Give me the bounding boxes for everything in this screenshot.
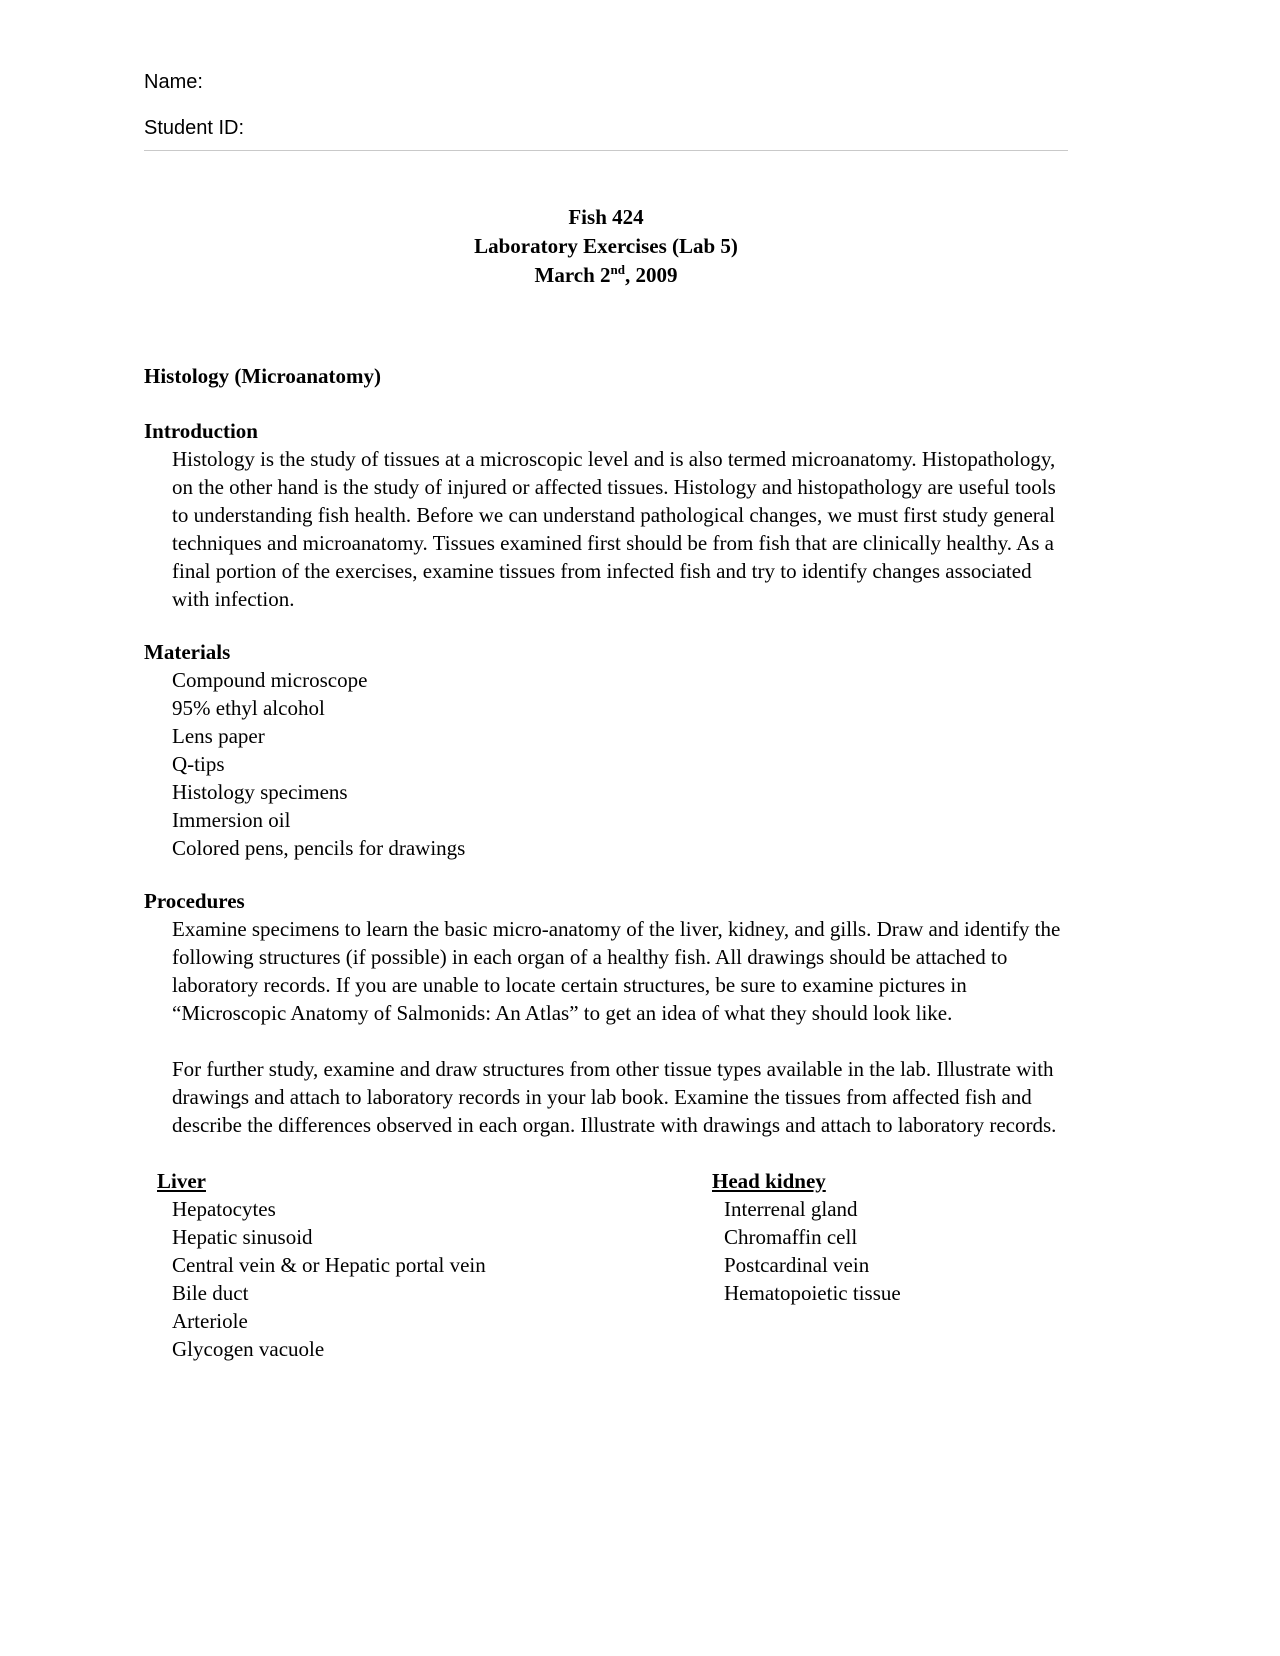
materials-item: Colored pens, pencils for drawings bbox=[172, 836, 466, 860]
head-kidney-column bbox=[712, 1167, 901, 1363]
student-id-line bbox=[144, 116, 1068, 140]
date-ordinal: nd bbox=[610, 262, 625, 277]
section-heading-materials: Materials bbox=[144, 640, 231, 664]
section-heading-histology: Histology (Microanatomy) bbox=[144, 364, 381, 388]
introduction-paragraph: Histology is the study of tissues at a microscopic level and is also termed microanatomy. Histopathology, on the other hand is the study of injured or affected tissues. Histology and histopathology are useful tools to understanding fish health. Before we can understand pathological changes, we must first study general techniques and microanatomy. Tissues examined first should be from fish that are clinically healthy. As a final portion of the exercises, examine tissues from infected fish and try to identify changes associated with infection. bbox=[172, 447, 1056, 611]
materials-item: 95% ethyl alcohol bbox=[172, 696, 325, 720]
liver-heading: Liver bbox=[157, 1169, 206, 1193]
liver-item: Bile duct bbox=[172, 1281, 249, 1305]
procedures-paragraph-1: Examine specimens to learn the basic micro-anatomy of the liver, kidney, and gills. Draw and identify the following structures (if possible) in each organ of a healthy fish. All drawings should be attached to laboratory records. If you are unable to locate certain structures, be sure to examine pictures in “Microscopic Anatomy of Salmonids: An Atlas” to get an idea of what they should look like. bbox=[172, 917, 1061, 1025]
materials-item: Lens paper bbox=[172, 724, 265, 748]
head-kidney-item: Chromaffin cell bbox=[724, 1225, 858, 1249]
liver-item: Central vein & or Hepatic portal vein bbox=[172, 1253, 486, 1277]
materials-item: Histology specimens bbox=[172, 780, 348, 804]
liver-item: Hepatic sinusoid bbox=[172, 1225, 313, 1249]
student-id-label: Student ID: bbox=[144, 117, 245, 139]
materials-list bbox=[144, 666, 1068, 862]
section-heading-procedures: Procedures bbox=[144, 889, 245, 913]
name-label: Name: bbox=[144, 71, 203, 93]
divider-line bbox=[144, 150, 1068, 151]
liver-item: Glycogen vacuole bbox=[172, 1337, 325, 1361]
lab-title: Laboratory Exercises (Lab 5) bbox=[474, 234, 738, 258]
materials-item: Immersion oil bbox=[172, 808, 291, 832]
materials-item: Q-tips bbox=[172, 752, 225, 776]
liver-item: Hepatocytes bbox=[172, 1197, 276, 1221]
date-line bbox=[144, 261, 1068, 290]
materials-item: Compound microscope bbox=[172, 668, 368, 692]
head-kidney-item: Interrenal gland bbox=[724, 1197, 858, 1221]
title-block bbox=[144, 203, 1068, 290]
date-prefix: March 2 bbox=[534, 263, 611, 287]
organ-columns bbox=[144, 1167, 1068, 1363]
date-suffix: , 2009 bbox=[624, 263, 678, 287]
head-kidney-item: Postcardinal vein bbox=[724, 1253, 870, 1277]
liver-column bbox=[144, 1167, 712, 1363]
course-title: Fish 424 bbox=[568, 205, 644, 229]
name-line bbox=[144, 70, 1068, 94]
head-kidney-item: Hematopoietic tissue bbox=[724, 1281, 901, 1305]
section-heading-introduction: Introduction bbox=[144, 419, 258, 443]
procedures-paragraph-2: For further study, examine and draw structures from other tissue types available in the lab. Illustrate with drawings and attach to laboratory records in your lab book. Examine the tissues from affected fish and describe the differences observed in each organ. Illustrate with drawings and attach to laboratory records. bbox=[172, 1057, 1057, 1137]
liver-item: Arteriole bbox=[172, 1309, 248, 1333]
head-kidney-heading: Head kidney bbox=[712, 1169, 826, 1193]
